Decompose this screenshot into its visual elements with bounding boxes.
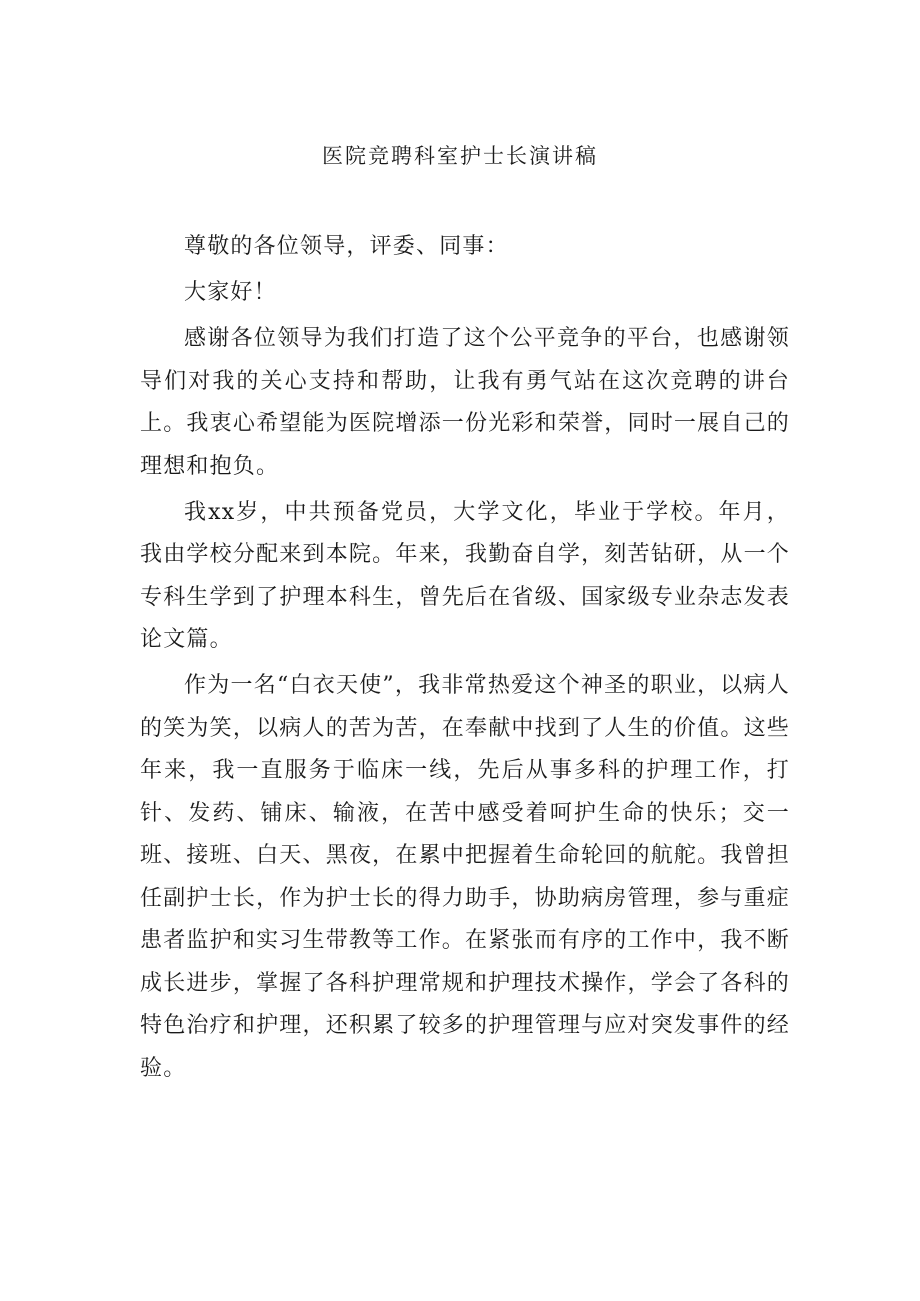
paragraph-1: 感谢各位领导为我们打造了这个公平竞争的平台，也感谢领导们对我的关心支持和帮助，让我有勇气站在这次竞聘的讲台上。我衷心希望能为医院增添一份光彩和荣誉，同时一展自己的理想和抱负。 xyxy=(140,326,790,479)
paragraph-3: 作为一名“白衣天使”，我非常热爱这个神圣的职业，以病人的笑为笑，以病人的苦为苦，在奉献中找到了人生的价值。这些年来，我一直服务于临床一线，先后从事多科的护理工作，打针、发药、铺床、输液，在苦中感受着呵护生命的快乐；交一班、接班、白天、黑夜，在累中把握着生命轮回的航舵。我曾担任副护士长，作为护士长的得力助手，协助病房管理，参与重症患者监护和实习生带教等工作。在紧张而有序的工作中，我不断成长进步，掌握了各科护理常规和护理技术操作，学会了各科的特色治疗和护理，还积累了较多的护理管理与应对突发事件的经验。 xyxy=(140,673,790,1081)
document-body xyxy=(140,226,790,1094)
salutation: 尊敬的各位领导，评委、同事： xyxy=(184,234,509,259)
paragraph-2: 我xx岁，中共预备党员，大学文化，毕业于学校。年月，我由学校分配来到本院。年来，我勤奋自学，刻苦钻研，从一个专科生学到了护理本科生，曾先后在省级、国家级专业杂志发表论文篇。 xyxy=(140,499,790,652)
greeting: 大家好！ xyxy=(184,280,277,305)
document-title: 医院竞聘科室护士长演讲稿 xyxy=(322,144,598,168)
